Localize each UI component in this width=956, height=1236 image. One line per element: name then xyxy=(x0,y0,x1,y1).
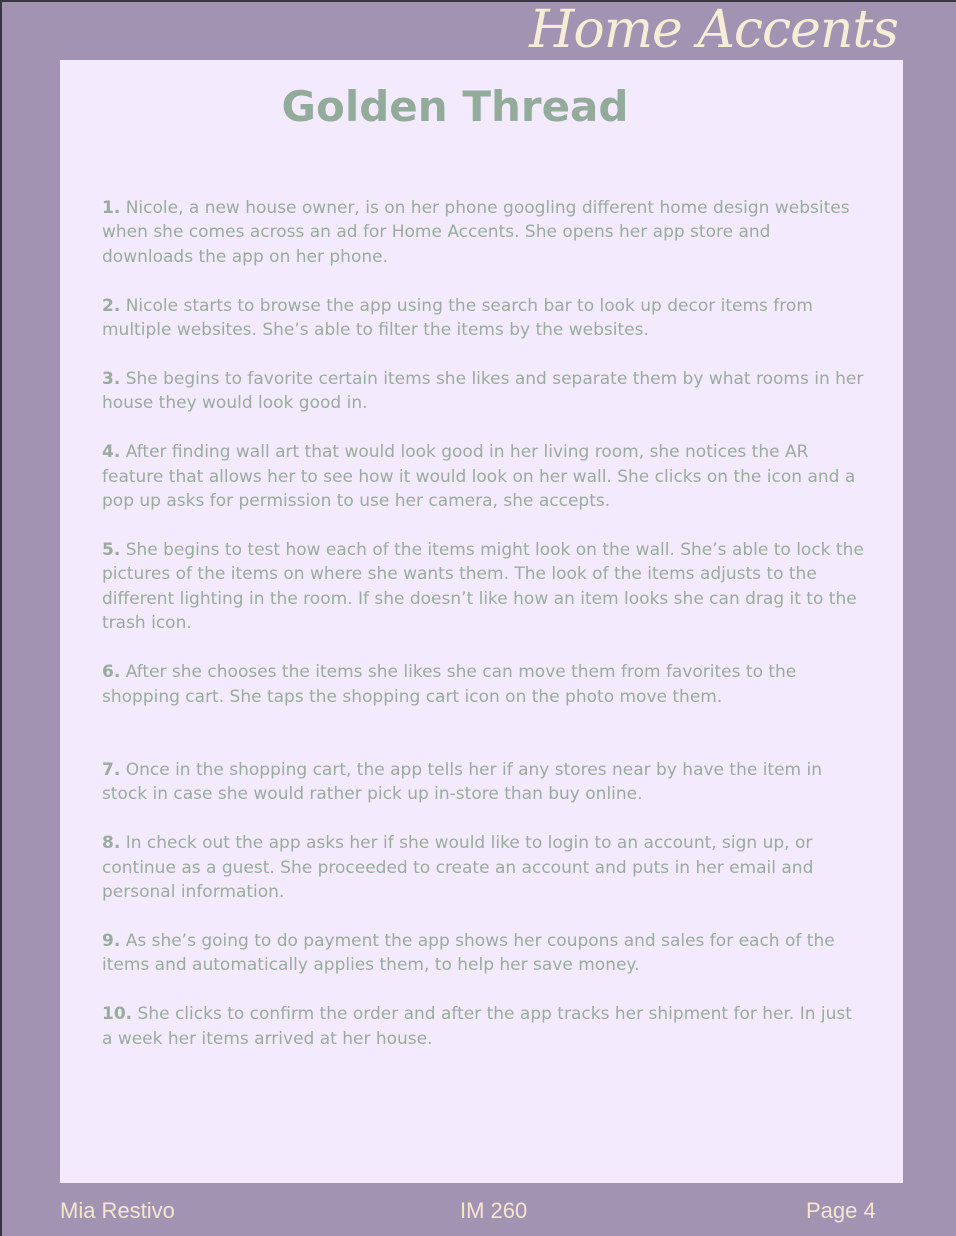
step-text: After she chooses the items she likes she can move them from favorites to the shopping cart. She taps the shopping cart icon on the photo move them. xyxy=(102,662,797,707)
step-item-8 xyxy=(102,831,866,904)
step-item-2 xyxy=(102,294,866,343)
page-title: Golden Thread xyxy=(281,82,629,131)
footer-page-number: Page 4 xyxy=(806,1198,876,1223)
step-item-1 xyxy=(102,196,866,269)
step-text: She clicks to confirm the order and after the app tracks her shipment for her. In just a week her items arrived at her house. xyxy=(102,1004,852,1049)
step-item-9 xyxy=(102,929,866,978)
step-item-3 xyxy=(102,367,866,416)
step-item-4 xyxy=(102,440,866,513)
step-text: After finding wall art that would look good in her living room, she notices the AR feature that allows her to see how it would look on her wall. She clicks on the icon and a pop up asks for permission to use her camera, she accepts. xyxy=(102,442,856,512)
step-text: In check out the app asks her if she would like to login to an account, sign up, or continue as a guest. She proceeded to create an account and puts in her email and personal information. xyxy=(102,833,814,903)
step-text: She begins to test how each of the items might look on the wall. She’s able to lock the pictures of the items on where she wants them. The look of the items adjusts to the different lighting in the room. If she doesn’t like how an item looks she can drag it to the trash icon. xyxy=(102,540,864,634)
step-item-7 xyxy=(102,758,866,807)
footer-course: IM 260 xyxy=(460,1198,528,1223)
step-item-6 xyxy=(102,660,866,709)
step-number: 1. xyxy=(102,198,121,218)
step-number: 4. xyxy=(102,442,121,463)
step-number: 10. xyxy=(102,1004,133,1025)
step-text: Nicole starts to browse the app using the search bar to look up decor items from multiple websites. She’s able to filter the items by the websites. xyxy=(102,295,813,341)
footer-author: Mia Restivo xyxy=(60,1198,175,1223)
step-text: As she’s going to do payment the app shows her coupons and sales for each of the items and automatically applies them, to help her save money. xyxy=(102,931,835,976)
step-number: 5. xyxy=(102,540,121,561)
step-item-5 xyxy=(102,538,866,636)
step-number: 9. xyxy=(102,931,121,952)
step-number: 6. xyxy=(102,662,121,683)
step-text: Nicole, a new house owner, is on her phone googling different home design websites when she comes across an ad for Home Accents. She opens her app store and downloads the app on her phone. xyxy=(102,198,850,267)
step-text: She begins to favorite certain items she likes and separate them by what rooms in her house they would look good in. xyxy=(102,369,864,414)
step-number: 2. xyxy=(102,295,121,316)
step-item-10 xyxy=(102,1002,866,1051)
step-text: Once in the shopping cart, the app tells her if any stores near by have the item in stock in case she would rather pick up in-store than buy online. xyxy=(102,760,823,805)
brand-logo-text: Home Accents xyxy=(529,0,898,60)
document-page xyxy=(60,60,903,1183)
step-number: 7. xyxy=(102,760,121,780)
step-number: 8. xyxy=(102,833,121,854)
step-number: 3. xyxy=(102,369,121,390)
steps-list xyxy=(102,196,866,1076)
